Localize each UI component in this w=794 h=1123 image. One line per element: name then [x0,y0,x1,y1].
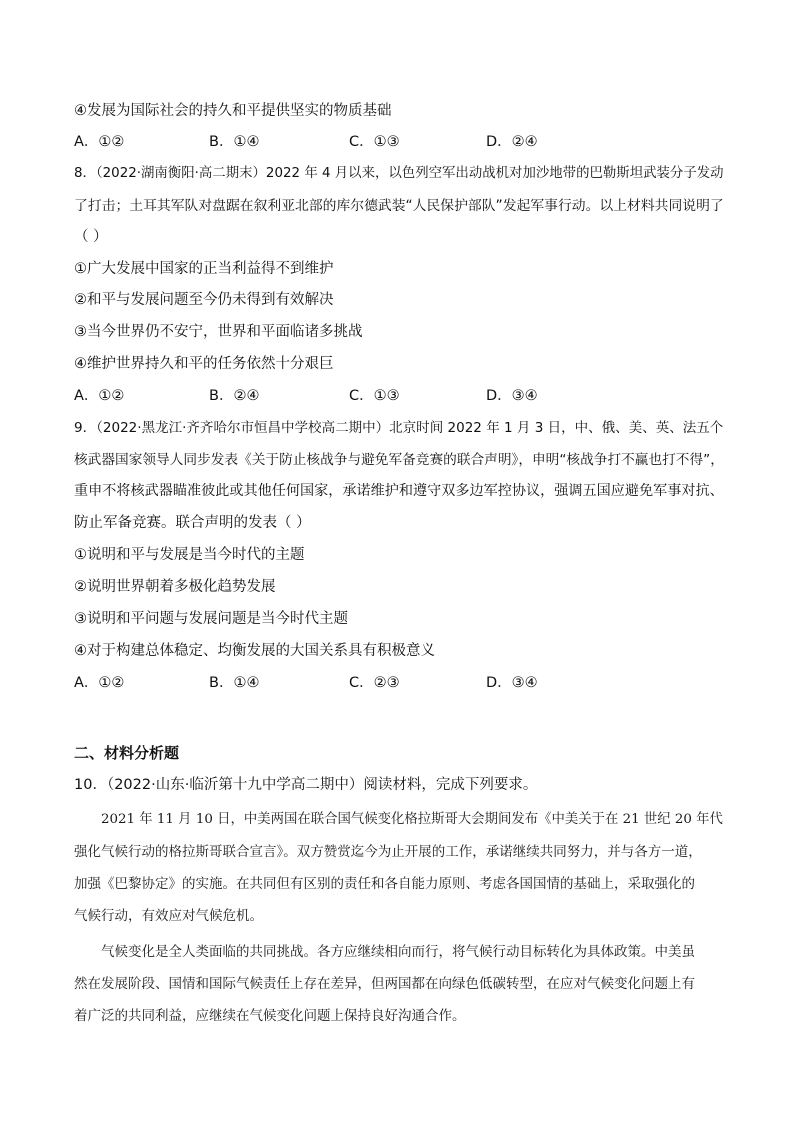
q7-option-a: A．①② [74,134,125,150]
section-heading: 二、材料分析题 [74,744,180,762]
q9-item-1: ①说明和平与发展是当今时代的主题 [74,547,305,563]
q9-stem-line-1: 9．（2022·黑龙江·齐齐哈尔市恒昌中学校高二期中）北京时间 2022 年 1 月 3 日，中、俄、美、英、法五个 [74,420,724,436]
q8-option-c: C．①③ [349,388,400,404]
q8-stem-line-1: 8．（2022·湖南衡阳·高二期末）2022 年 4 月以来，以色列空军出动战机对加沙地带的巴勒斯坦武装分子发动 [74,166,724,181]
q10-material-p2-line-2: 然在发展阶段、国情和国际气候责任上存在差异，但两国都在向绿色低碳转型，在应对气候变化问题上有 [74,976,695,992]
q7-item-4: ④发展为国际社会的持久和平提供坚实的物质基础 [74,103,392,119]
q10-material-p2-line-3: 着广泛的共同利益，应继续在气候变化问题上保持良好沟通合作。 [74,1008,466,1024]
q8-option-a: A．①② [74,388,125,404]
q7-option-c: C．①③ [349,134,400,150]
q9-option-c: C．②③ [349,675,400,691]
q9-option-a: A．①② [74,675,125,691]
q9-option-b: B．①④ [209,675,260,691]
q10-material-p1-line-2: 强化气候行动的格拉斯哥联合宣言》。双方赞赏迄今为止开展的工作，承诺继续共同努力，并与各方一道， [74,844,702,860]
q10-material-p1-line-3: 加强《巴黎协定》的实施。在共同但有区别的责任和各自能力原则、考虑各国国情的基础上，采取强化的 [74,876,695,892]
q8-item-1: ①广大发展中国家的正当利益得不到维护 [74,261,334,277]
q10-material-p1-line-1: 2021 年 11 月 10 日，中美两国在联合国气候变化格拉斯哥大会期间发布《中美关于在 21 世纪 20 年代 [101,812,723,827]
q9-option-d: D．③④ [486,675,538,691]
q9-stem-line-2: 核武器国家领导人同步发表《关于防止核战争与避免军备竞赛的联合声明》，申明“核战争打不赢也打不得”， [74,452,724,468]
q8-stem-line-2: 了打击；土耳其军队对盘踞在叙利亚北部的库尔德武装“人民保护部队”发起军事行动。以上材料共同说明了 [74,198,724,214]
q8-option-d: D．③④ [486,388,538,404]
q9-stem-line-3: 重申不将核武器瞄准彼此或其他任何国家，承诺维护和遵守双多边军控协议，强调五国应避免军事对抗、 [74,483,724,499]
q8-option-b: B．②④ [209,388,260,404]
q8-item-3: ③当今世界仍不安宁，世界和平面临诸多挑战 [74,324,363,340]
q9-item-4: ④对于构建总体稳定、均衡发展的大国关系具有积极意义 [74,643,435,659]
q10-material-p1-line-4: 气候行动，有效应对气候危机。 [74,908,263,924]
q8-item-2: ②和平与发展问题至今仍未得到有效解决 [74,292,334,308]
q9-item-2: ②说明世界朝着多极化趋势发展 [74,579,276,595]
q10-material-p2-line-1: 气候变化是全人类面临的共同挑战。各方应继续相向而行，将气候行动目标转化为具体政策。中美虽 [101,944,695,960]
q10-stem: 10．（2022·山东·临沂第十九中学高二期中）阅读材料，完成下列要求。 [74,777,538,793]
q7-option-d: D．②④ [486,134,538,150]
q8-item-4: ④维护世界持久和平的任务依然十分艰巨 [74,356,334,372]
q7-option-b: B．①④ [209,134,260,150]
q9-item-3: ③说明和平问题与发展问题是当今时代主题 [74,611,348,627]
q8-answer-blank: （ ） [74,229,108,245]
q9-stem-line-4: 防止军备竞赛。联合声明的发表（ ） [74,515,311,531]
